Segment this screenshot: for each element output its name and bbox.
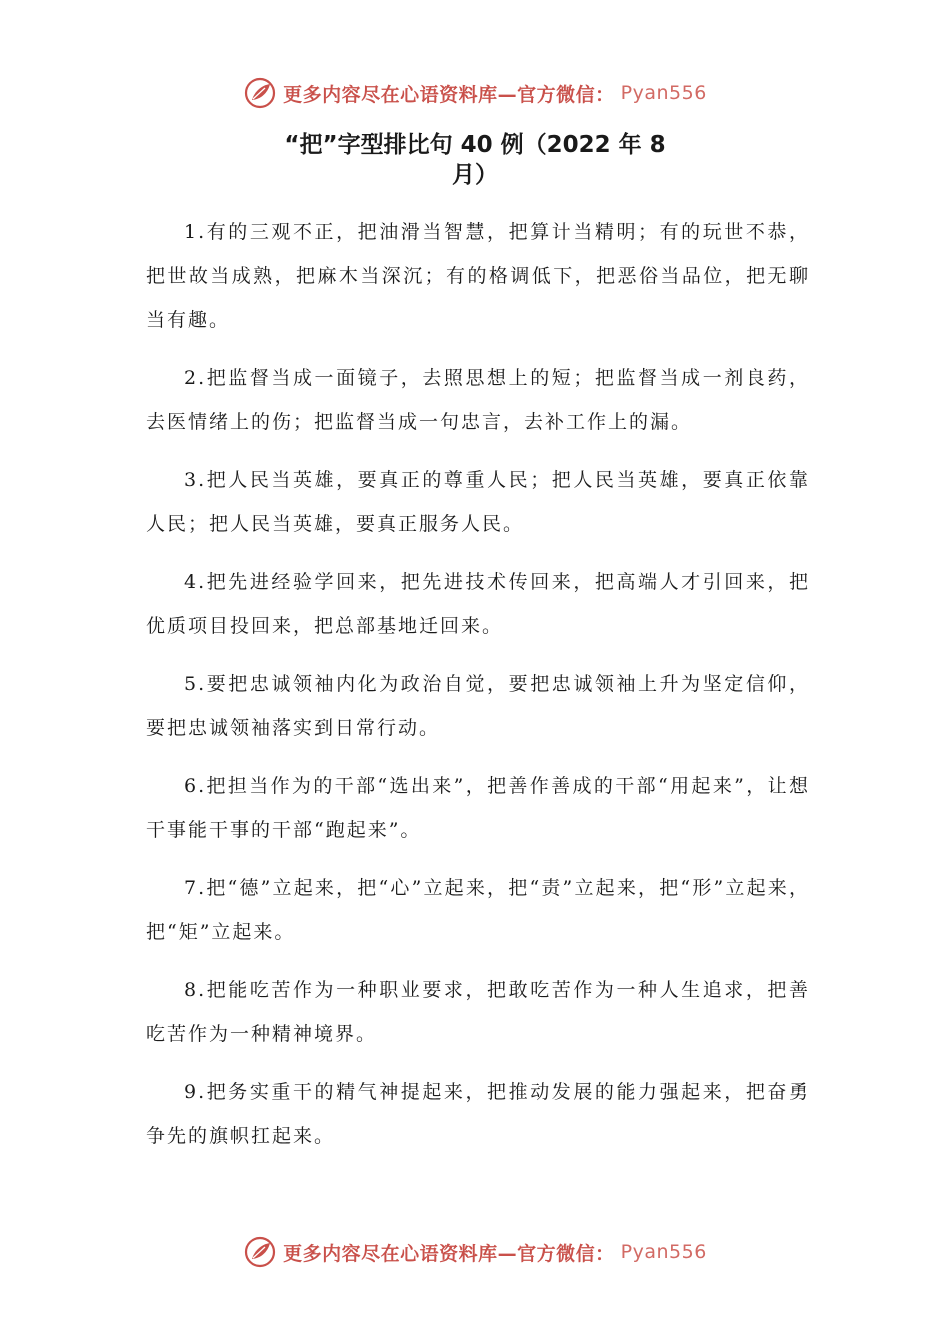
paragraph-3: 3.把人民当英雄，要真正的尊重人民；把人民当英雄，要真正依靠人民；把人民当英雄，要真正服务人民。 [146,469,810,535]
paragraph-5: 5.要把忠诚领袖内化为政治自觉，要把忠诚领袖上升为坚定信仰，要把忠诚领袖落实到日常行动。 [146,673,810,739]
paragraph-4: 4.把先进经验学回来，把先进技术传回来，把高端人才引回来，把优质项目投回来，把总部基地迁回来。 [146,571,810,637]
paragraph-7: 7.把“德”立起来，把“心”立起来，把“责”立起来，把“形”立起来，把“矩”立起来。 [146,877,810,943]
title-line-1: “把”字型排比句 40 例（2022 年 8 [284,132,666,158]
paragraph-2: 2.把监督当成一面镜子，去照思想上的短；把监督当成一剂良药，去医情绪上的伤；把监督当成一句忠言，去补工作上的漏。 [146,367,810,433]
paragraph-8: 8.把能吃苦作为一种职业要求，把敢吃苦作为一种人生追求，把善吃苦作为一种精神境界。 [146,979,810,1045]
watermark-contact: Pyan556 [620,82,707,104]
leaf-seal-icon [243,1235,277,1269]
leaf-seal-icon [243,76,277,110]
watermark-text: 更多内容尽在心语资料库—官方微信： [283,83,615,106]
header-watermark [0,76,950,110]
paragraph-1: 1.有的三观不正，把油滑当智慧，把算计当精明；有的玩世不恭，把世故当成熟，把麻木当深沉；有的格调低下，把恶俗当品位，把无聊当有趣。 [146,221,810,331]
watermark-contact: Pyan556 [620,1241,707,1263]
footer-watermark [0,1235,950,1269]
document-title [0,130,950,190]
paragraph-6: 6.把担当作为的干部“选出来”，把善作善成的干部“用起来”，让想干事能干事的干部“跑起来”。 [146,775,810,841]
watermark-text: 更多内容尽在心语资料库—官方微信： [283,1242,615,1265]
document-body [146,210,810,1172]
title-line-2: 月） [452,162,498,188]
paragraph-9: 9.把务实重干的精气神提起来，把推动发展的能力强起来，把奋勇争先的旗帜扛起来。 [146,1081,810,1147]
